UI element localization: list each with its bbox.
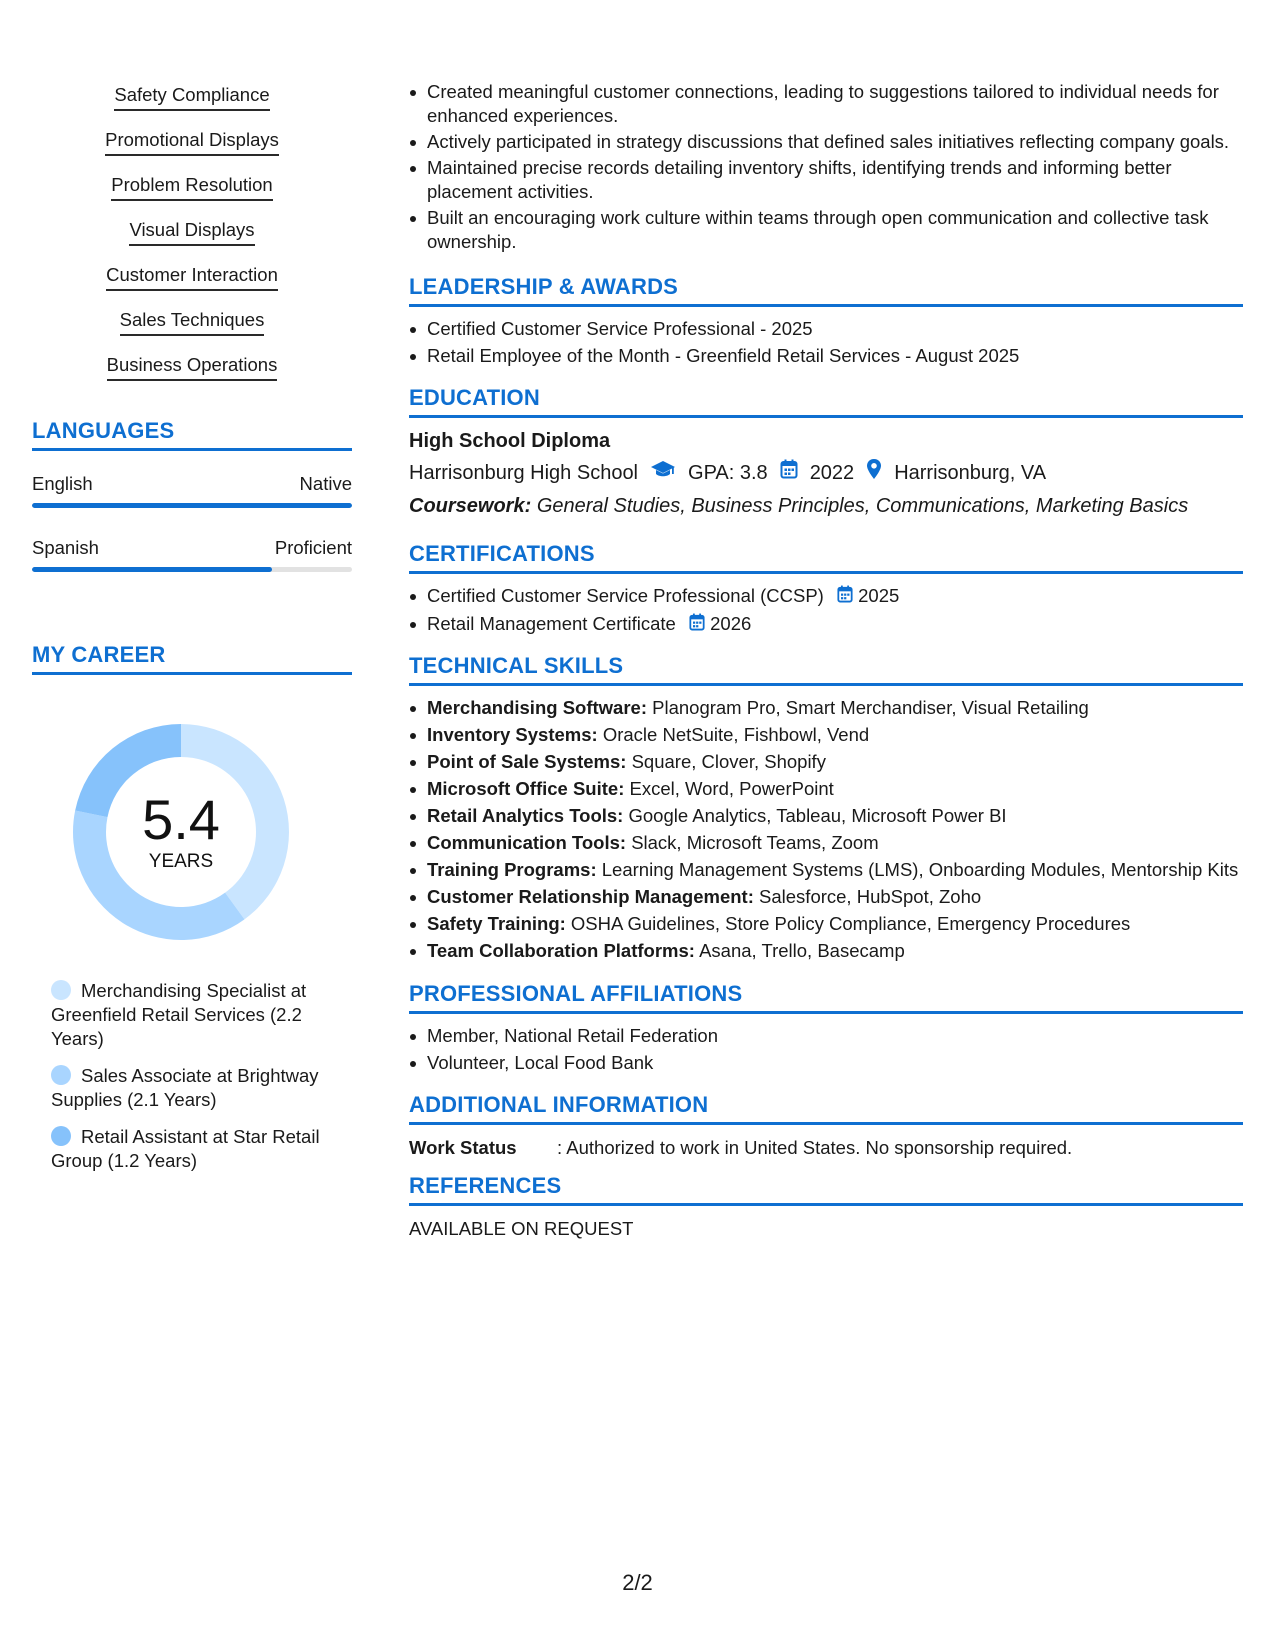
tech-skill-item: Merchandising Software: Planogram Pro, Smart Merchandiser, Visual Retailing — [409, 696, 1243, 720]
career-total-years: 5.4 — [142, 788, 220, 851]
work-status-label: Work Status — [409, 1137, 517, 1159]
certification-name: Certified Customer Service Professional (CCSP) — [427, 585, 824, 606]
career-legend-item: Sales Associate at Brightway Supplies (2.1 Years) — [51, 1065, 319, 1110]
skill-item: Promotional Displays — [32, 129, 352, 155]
career-legend — [32, 979, 352, 1173]
education-location: Harrisonburg, VA — [894, 461, 1047, 484]
sidebar — [32, 84, 352, 1186]
coursework-label: Coursework: — [409, 495, 532, 517]
technical-skills-list — [409, 696, 1243, 963]
experience-bullet: Created meaningful customer connections, leading to suggestions tailored to individual needs for enhanced experiences. — [409, 80, 1243, 128]
career-years-label: YEARS — [148, 851, 214, 872]
certification-name: Retail Management Certificate — [427, 613, 676, 635]
skill-item: Safety Compliance — [32, 84, 352, 110]
experience-bullet: Actively participated in strategy discussions that defined sales initiatives reflecting company goals. — [409, 130, 1243, 154]
references-title: REFERENCES — [409, 1173, 1243, 1206]
main-content — [409, 80, 1243, 1240]
tech-skill-item: Team Collaboration Platforms: Asana, Trello, Basecamp — [409, 939, 1243, 963]
language-english — [32, 473, 352, 508]
certifications-list — [409, 584, 1243, 637]
location-pin-icon — [866, 458, 882, 487]
tech-skill-item: Microsoft Office Suite: Excel, Word, PowerPoint — [409, 777, 1243, 801]
education-gpa: GPA: 3.8 — [688, 461, 768, 484]
language-name: Spanish — [32, 537, 99, 558]
graduation-cap-icon — [650, 459, 676, 486]
legend-dot — [51, 980, 71, 1000]
experience-bullet: Built an encouraging work culture within teams through open communication and collective task ownership. — [409, 206, 1243, 254]
language-proficiency-bar — [32, 567, 352, 572]
skills-list — [32, 84, 352, 380]
language-proficiency-fill — [32, 503, 352, 508]
experience-bullets — [409, 80, 1243, 254]
page-number: 2/2 — [622, 1570, 653, 1595]
leadership-title: LEADERSHIP & AWARDS — [409, 274, 1243, 307]
career-title: MY CAREER — [32, 642, 352, 675]
tech-skill-item: Retail Analytics Tools: Google Analytics, Tableau, Microsoft Power BI — [409, 804, 1243, 828]
references-text: AVAILABLE ON REQUEST — [409, 1218, 634, 1240]
skill-item: Visual Displays — [32, 219, 352, 245]
certification-year: 2026 — [710, 613, 752, 635]
language-proficiency-fill — [32, 567, 272, 572]
affiliations-list — [409, 1024, 1243, 1075]
technical-skills-title: TECHNICAL SKILLS — [409, 653, 1243, 686]
certification-year: 2025 — [858, 585, 900, 606]
experience-bullet: Maintained precise records detailing inventory shifts, identifying trends and informing better placement activities. — [409, 156, 1243, 204]
language-level: Proficient — [274, 537, 352, 558]
tech-skill-item: Customer Relationship Management: Salesforce, HubSpot, Zoho — [409, 885, 1243, 909]
skill-item: Sales Techniques — [32, 309, 352, 335]
work-status-value: : Authorized to work in United States. No sponsorship required. — [557, 1137, 1073, 1159]
tech-skill-item: Communication Tools: Slack, Microsoft Teams, Zoom — [409, 831, 1243, 855]
career-legend-item: Merchandising Specialist at Greenfield Retail Services (2.2 Years) — [51, 980, 307, 1049]
language-proficiency-bar — [32, 503, 352, 508]
education-school: Harrisonburg High School — [409, 461, 639, 484]
leadership-item: Certified Customer Service Professional - 2025 — [409, 317, 1243, 341]
education-coursework — [409, 493, 1243, 519]
education-degree: High School Diploma — [409, 430, 611, 452]
language-spanish — [32, 537, 352, 572]
legend-dot — [51, 1065, 71, 1085]
education-year: 2022 — [809, 461, 855, 484]
affiliation-item: Member, National Retail Federation — [409, 1024, 1243, 1048]
calendar-icon — [837, 585, 853, 609]
career-donut-chart — [66, 717, 296, 947]
skill-item: Business Operations — [32, 354, 352, 380]
calendar-icon — [780, 459, 798, 486]
skill-item: Problem Resolution — [32, 174, 352, 200]
certification-item — [409, 612, 1243, 637]
tech-skill-item: Safety Training: OSHA Guidelines, Store Policy Compliance, Emergency Procedures — [409, 912, 1243, 936]
languages-title: LANGUAGES — [32, 418, 352, 451]
leadership-item: Retail Employee of the Month - Greenfield Retail Services - August 2025 — [409, 344, 1243, 368]
language-level: Native — [299, 473, 352, 494]
tech-skill-item: Training Programs: Learning Management Systems (LMS), Onboarding Modules, Mentorship Kits — [409, 858, 1243, 882]
tech-skill-item: Inventory Systems: Oracle NetSuite, Fishbowl, Vend — [409, 723, 1243, 747]
affiliation-item: Volunteer, Local Food Bank — [409, 1051, 1243, 1075]
coursework-value: General Studies, Business Principles, Communications, Marketing Basics — [536, 495, 1189, 517]
language-name: English — [32, 473, 93, 494]
certification-item — [409, 584, 1243, 609]
education-details — [409, 458, 1243, 487]
additional-info-title: ADDITIONAL INFORMATION — [409, 1092, 1243, 1125]
career-legend-item: Retail Assistant at Star Retail Group (1.2 Years) — [51, 1126, 320, 1171]
calendar-icon — [689, 613, 705, 637]
certifications-title: CERTIFICATIONS — [409, 541, 1243, 574]
work-status-row — [409, 1137, 1243, 1159]
legend-dot — [51, 1126, 71, 1146]
education-title: EDUCATION — [409, 385, 1243, 418]
skill-item: Customer Interaction — [32, 264, 352, 290]
leadership-list — [409, 317, 1243, 368]
tech-skill-item: Point of Sale Systems: Square, Clover, Shopify — [409, 750, 1243, 774]
affiliations-title: PROFESSIONAL AFFILIATIONS — [409, 981, 1243, 1014]
